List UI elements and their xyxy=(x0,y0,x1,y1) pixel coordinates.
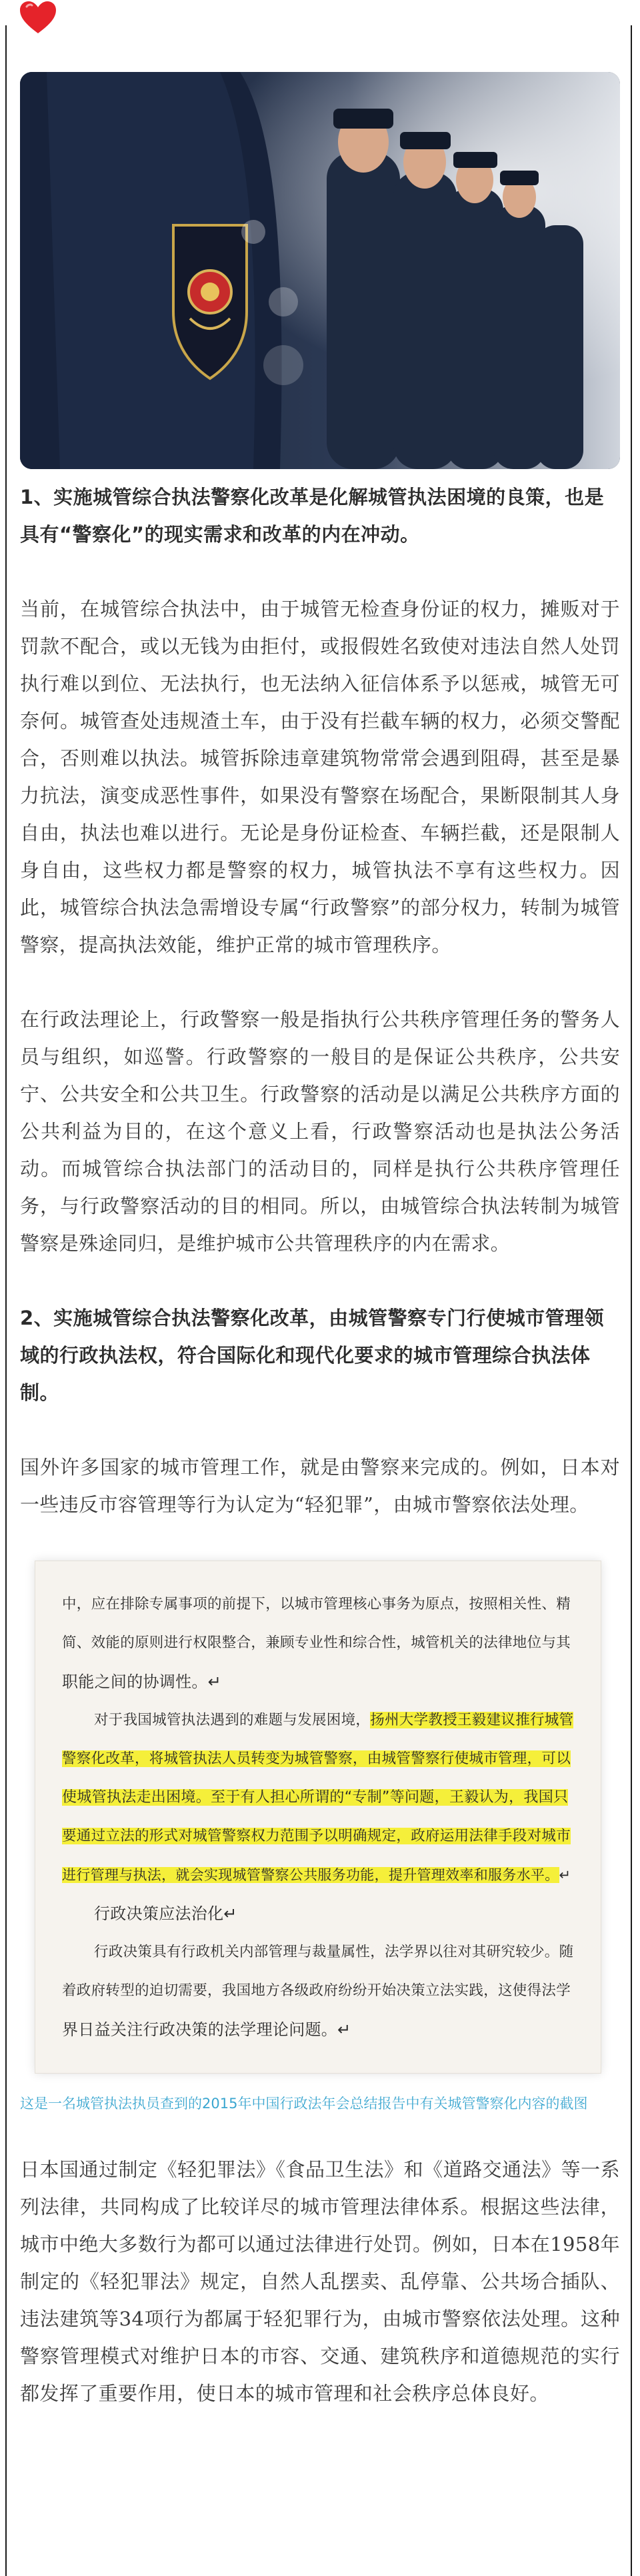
header-photo xyxy=(20,72,620,469)
report-line: 职能之间的协调性。↵ xyxy=(62,1672,222,1691)
report-highlight: 进行管理与执法，就会实现城管警察公共服务功能，提升管理效率和服务水平。 xyxy=(62,1867,559,1883)
report-line xyxy=(62,1856,574,1894)
report-highlight: 扬州大学教授王毅建议推行城管 xyxy=(370,1712,574,1728)
report-screenshot xyxy=(35,1561,601,2074)
section2-heading: 2、实施城管综合执法警察化改革，由城管警察专门行使城市管理领域的行政执法权，符合国际化和现代化要求的城市管理综合执法体制。 xyxy=(20,1307,605,1404)
section1-heading: 1、实施城管综合执法警察化改革是化解城管执法困境的良策，也是具有“警察化”的现实需求和改革的内在冲动。 xyxy=(20,486,605,546)
report-highlight: 警察化改革，将城管执法人员转变为城管警察，由城管警察行使城市管理，可以 xyxy=(62,1750,571,1767)
report-line: 界日益关注行政决策的法学理论问题。↵ xyxy=(62,2020,351,2039)
report-line: 行政决策具有行政机关内部管理与裁量属性，法学界以往对其研究较少。随 xyxy=(94,1944,574,1960)
report-line xyxy=(62,1778,574,1817)
report-line: 行政决策应法治化↵ xyxy=(94,1904,237,1923)
report-line: 中，应在排除专属事项的前提下，以城市管理核心事务为原点，按照相关性、精 xyxy=(62,1596,571,1612)
article-content xyxy=(20,478,620,2449)
image-caption: 这是一名城管执法执员查到的2015年中国行政法年会总结报告中有关城管警察化内容的截图 xyxy=(20,2096,588,2112)
section1-paragraph-1: 当前，在城管综合执法中，由于城管无检查身份证的权力，摊贩对于罚款不配合，或以无钱为由拒付，或报假姓名致使对违法自然人处罚执行难以到位、无法执行，也无法纳入征信体系予以惩戒，城管无可奈何。城管查处违规渣土车，由于没有拦截车辆的权力，必须交警配合，否则难以执法。城管拆除违章建筑物常常会遇到阻碍，甚至是暴力抗法，演变成恶性事件，如果没有警察在场配合，果断限制其人身自由，执法也难以进行。无论是身份证检查、车辆拦截，还是限制人身自由，这些权力都是警察的权力，城管执法不享有这些权力。因此，城管综合执法急需增设专属“行政警察”的部分权力，转制为城管警察，提高执法效能，维护正常的城市管理秩序。 xyxy=(20,598,620,956)
section3-paragraph-1: 日本国通过制定《轻犯罪法》《食品卫生法》和《道路交通法》等一系列法律，共同构成了比较详尽的城市管理法律体系。根据这些法律，城市中绝大多数行为都可以通过法律进行处罚。例如，日本在1958年制定的《轻犯罪法》规定，自然人乱摆卖、乱停靠、公共场合插队、违法建筑等34项行为都属于轻犯罪行为，由城市警察依法处理。这种警察管理模式对维护日本的市容、交通、建筑秩序和道德规范的实行都发挥了重要作用，使日本的城市管理和社会秩序总体良好。 xyxy=(20,2158,620,2405)
report-highlight: 要通过立法的形式对城管警察权力范围予以明确规定，政府运用法律手段对城市 xyxy=(62,1828,571,1844)
report-line xyxy=(62,1817,574,1856)
report-line-text: 对于我国城管执法遇到的难题与发展困境， xyxy=(94,1712,371,1728)
report-line xyxy=(62,1701,574,1740)
report-highlight: 使城管执法走出困境。至于有人担心所谓的“专制”等问题，王毅认为，我国只 xyxy=(62,1789,569,1806)
report-line-tail: ↵ xyxy=(559,1867,571,1883)
section2-paragraph-1: 国外许多国家的城市管理工作，就是由警察来完成的。例如，日本对一些违反市容管理等行为认定为“轻犯罪”，由城市警察依法处理。 xyxy=(20,1456,620,1516)
report-line: 简、效能的原则进行权限整合，兼顾专业性和综合性，城管机关的法律地位与其 xyxy=(62,1634,571,1651)
report-line xyxy=(62,1740,574,1778)
report-line: 着政府转型的迫切需要，我国地方各级政府纷纷开始决策立法实践，这使得法学 xyxy=(62,1982,571,1999)
section1-paragraph-2: 在行政法理论上，行政警察一般是指执行公共秩序管理任务的警务人员与组织，如巡警。行政警察的一般目的是保证公共秩序，公共安宁、公共安全和公共卫生。行政警察的活动是以满足公共秩序方面的公共利益为目的，在这个意义上看，行政警察活动也是执法公务活动。而城管综合执法部门的活动目的，同样是执行公共秩序管理任务，与行政警察活动的目的相同。所以，由城管综合执法转制为城管警察是殊途同归，是维护城市公共管理秩序的内在需求。 xyxy=(20,1008,620,1255)
